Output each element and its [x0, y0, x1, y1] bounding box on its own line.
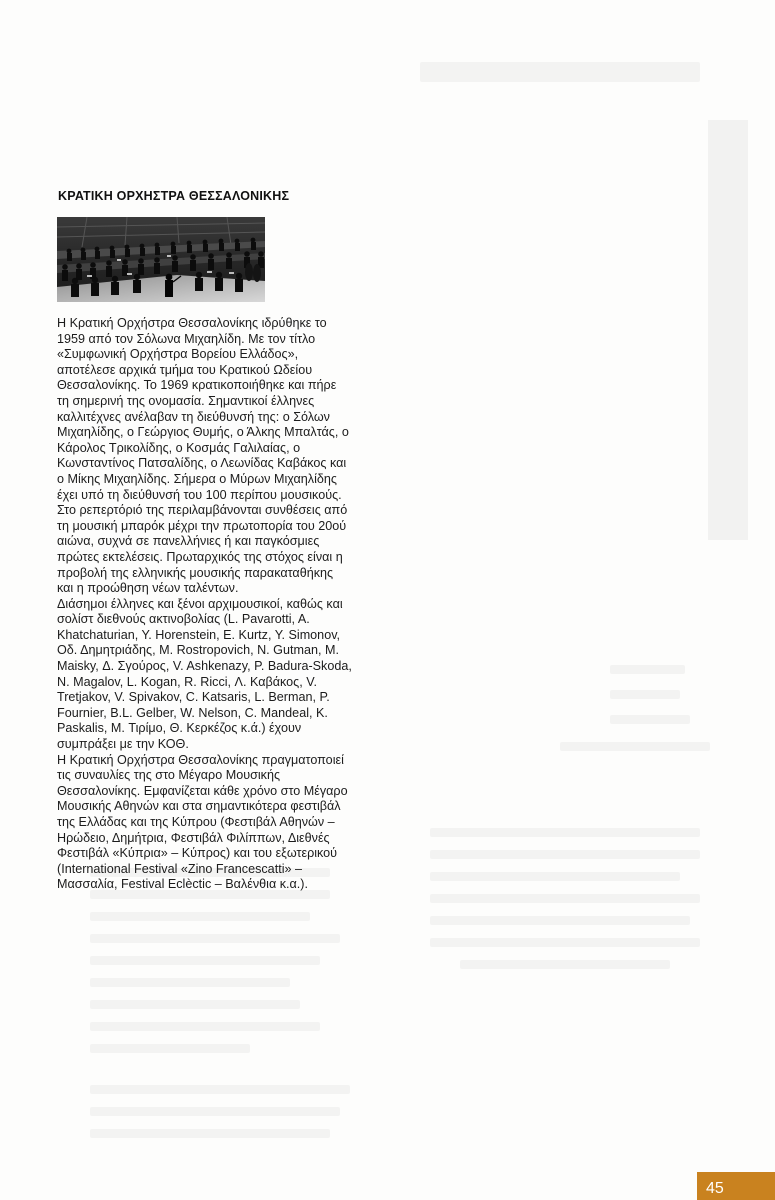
body-text-line: έχει υπό τη διεύθυνσή του 100 περίπου μουσικούς.: [57, 487, 342, 502]
body-text-line: Ηρώδειο, Δημήτρια, Φεστιβάλ Φιλίππων, Διεθνές: [57, 830, 330, 845]
show-through-block: [610, 665, 685, 674]
show-through-block: [90, 1129, 330, 1138]
body-text-line: Στο ρεπερτόριό της περιλαμβάνονται συνθέσεις από: [57, 503, 348, 518]
show-through-block: [560, 742, 710, 751]
show-through-block: [420, 62, 700, 82]
body-text-line: σολίστ διεθνούς ακτινοβολίας (L. Pavarotti, A.: [57, 612, 310, 627]
page-number: 45: [706, 1180, 724, 1197]
body-text-line: καλλιτέχνες ανέλαβαν τη διεύθυνσή της: ο Σόλων: [57, 409, 330, 424]
show-through-block: [90, 978, 290, 987]
body-text-line: Μιχαηλίδης, ο Γεώργιος Θυμής, ο Άλκης Μπαλτάς, ο: [57, 425, 349, 440]
body-text-line: Η Κρατική Ορχήστρα Θεσσαλονίκης πραγματοποιεί: [57, 752, 344, 767]
show-through-block: [90, 912, 310, 921]
show-through-block: [90, 1000, 300, 1009]
body-text-line: προβολή της ελληνικής μουσικής παρακαταθήκης: [57, 565, 334, 580]
show-through-block: [430, 872, 680, 881]
body-text-line: συμπράξει με την ΚΟΘ.: [57, 737, 189, 752]
body-text-line: N. Magalov, L. Kogan, R. Ricci, Λ. Καβάκος, V.: [57, 674, 317, 689]
body-text-line: Maisky, Δ. Σγούρος, V. Ashkenazy, P. Badura-Skoda,: [57, 659, 352, 674]
show-through-block: [90, 956, 320, 965]
show-through-block: [610, 715, 690, 724]
body-text-line: τις συναυλίες της στο Μέγαρο Μουσικής: [57, 768, 281, 783]
body-text-line: Φεστιβάλ «Κύπρια» – Κύπρος) και του εξωτερικού: [57, 846, 338, 861]
body-text-line: Μουσικής Αθηνών και στα σημαντικότερα φεστιβάλ: [57, 799, 341, 814]
body-text-line: Θεσσαλονίκης. Το 1969 κρατικοποιήθηκε και πήρε: [57, 378, 337, 393]
body-text-line: Khatchaturian, Y. Horenstein, E. Kurtz, Y. Simonov,: [57, 627, 341, 642]
body-text-line: Μασσαλία, Festival Eclèctic – Βαλένθια κ.α.).: [57, 877, 308, 892]
body-text-line: και η προώθηση νέων ταλέντων.: [57, 581, 239, 596]
orchestra-photo: [57, 217, 265, 302]
show-through-block: [610, 690, 680, 699]
show-through-block: [90, 934, 340, 943]
body-text-line: 1959 από τον Σόλωνα Μιχαηλίδη. Με τον τίτλο: [57, 331, 316, 346]
show-through-block: [430, 850, 700, 859]
body-text-line: αποτέλεσε αρχικά τμήμα του Κρατικού Ωδείου: [57, 362, 313, 377]
body-text-line: πρώτες εκτελέσεις. Πρωταρχικός της στόχος είναι η: [57, 549, 343, 564]
show-through-block: [460, 960, 670, 969]
show-through-block: [430, 894, 700, 903]
body-text-line: Κάρολος Τρικολίδης, ο Κοσμάς Γαλιλαίας, ο: [57, 440, 301, 455]
show-through-block: [430, 916, 690, 925]
show-through-block: [90, 1085, 350, 1094]
body-text-line: Θεσσαλονίκης. Εμφανίζεται κάθε χρόνο στο Μέγαρο: [57, 783, 348, 798]
show-through-block: [90, 1044, 250, 1053]
body-text-line: Οδ. Δημητριάδης, M. Rostropovich, N. Gutman, M.: [57, 643, 339, 658]
show-through-block: [90, 1022, 320, 1031]
show-through-block: [430, 938, 700, 947]
body-text-line: Κωνσταντίνος Πατσαλίδης, ο Λεωνίδας Καβάκος και: [57, 456, 347, 471]
body-text-line: «Συμφωνική Ορχήστρα Βορείου Ελλάδος»,: [57, 347, 299, 362]
body-text-line: Paskalis, M. Τιρίμο, Θ. Κερκέζος κ.ά.) έχουν: [57, 721, 302, 736]
show-through-vertical-band: [700, 120, 760, 540]
body-text-line: Διάσημοι έλληνες και ξένοι αρχιμουσικοί, καθώς και: [57, 596, 343, 611]
body-text-line: (International Festival «Zino Francescatti» –: [57, 861, 302, 876]
body-text-line: αιώνα, συχνά σε πανελλήνιες ή και παγκόσμιες: [57, 534, 320, 549]
body-text-line: τη σημερινή της ονομασία. Σημαντικοί έλληνες: [57, 393, 315, 408]
body-text-line: Tretjakov, V. Spivakov, C. Katsaris, L. Berman, P.: [57, 690, 330, 705]
article-body: [57, 316, 367, 893]
body-text-line: Η Κρατική Ορχήστρα Θεσσαλονίκης ιδρύθηκε το: [57, 316, 327, 330]
show-through-block: [90, 1107, 340, 1116]
article-title: ΚΡΑΤΙΚΗ ΟΡΧΗΣΤΡΑ ΘΕΣΣΑΛΟΝΙΚΗΣ: [58, 189, 290, 203]
body-text-line: της Ελλάδας και της Κύπρου (Φεστιβάλ Αθηνών –: [57, 815, 335, 829]
body-text-line: ο Μίκης Μιχαηλίδης. Σήμερα ο Μύρων Μιχαηλίδης: [57, 471, 337, 486]
show-through-block: [430, 828, 700, 837]
body-text-line: τη μουσική μπαρόκ μέχρι την πρωτοπορία του 20ού: [57, 518, 347, 533]
body-text-line: Fournier, B.L. Gelber, W. Nelson, C. Mandeal, K.: [57, 705, 328, 720]
